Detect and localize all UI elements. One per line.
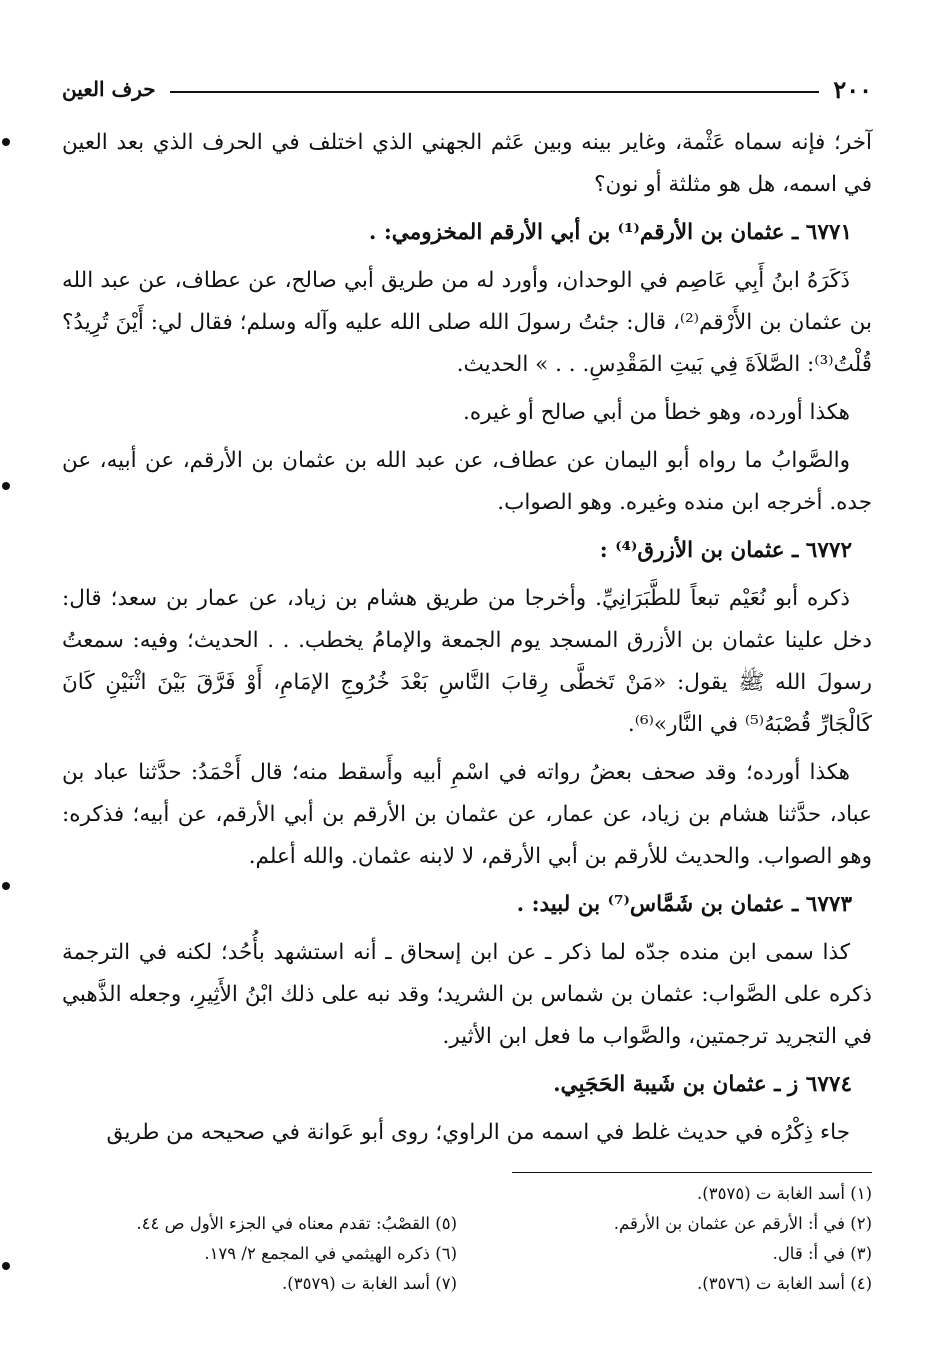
footnotes-left-column: [62, 1179, 457, 1299]
header-rule: [170, 91, 820, 93]
footnotes-right-column: [477, 1179, 872, 1299]
paragraph: ذَكَرَهُ ابنُ أَبِي عَاصِم في الوحدان، وأورد له من طريق أبي صالح، عن عطاف، عن عبد الله بن عثمان بن الأَرْقم⁽²⁾، قال: جئتُ رسولَ الله صلى الله عليه وآله وسلم؛ فقال لي: أَيْنَ تُرِيدُ؟ قُلْتُ⁽³⁾: الصَّلاَةَ فِي بَيتِ المَقْدِسِ. . . » الحديث.: [62, 268, 872, 377]
paragraph: هكذا أورده، وهو خطأ من أبي صالح أو غيره.: [462, 400, 850, 425]
footnote-rule: [512, 1172, 872, 1173]
margin-mark: [2, 1262, 10, 1270]
paragraph: والصَّوابُ ما رواه أبو اليمان عن عطاف، عن عبد الله بن عثمان بن الأرقم، عن أبيه، عن جده. أخرجه ابن منده وغيره. وهو الصواب.: [62, 448, 872, 515]
paragraph: آخر؛ فإنه سماه عَثْمة، وغاير بينه وبين عَثم الجهني الذي اختلف في الحرف الذي بعد العين في اسمه، هل هو مثلثة أو نون؟: [62, 130, 872, 197]
paragraph: كذا سمى ابن منده جدّه لما ذكر ـ عن ابن إسحاق ـ أنه استشهد بأُحُد؛ لكنه في الترجمة ذكره على الصَّواب: عثمان بن شماس بن الشريد؛ وقد نبه على ذلك ابْنُ الأَثِيرِ، وجعله الذَّهبي في التجريد ترجمتين، والصَّواب ما فعل ابن الأثير.: [62, 940, 872, 1049]
margin-mark: [2, 882, 10, 890]
chapter-title: حرف العين: [62, 77, 156, 101]
entry-title-6772: ٦٧٧٢ ـ عثمان بن الأزرق⁽⁴⁾ :: [599, 538, 852, 563]
entry-title-6774: ٦٧٧٤ ز ـ عثمان بن شَيبة الحَجَبِي.: [553, 1072, 852, 1097]
entry-title-6773: ٦٧٧٣ ـ عثمان بن شَمَّاس⁽⁷⁾ بن لبيد: .: [516, 892, 852, 917]
footnote: (٦) ذكره الهيثمي في المجمع ٢/ ١٧٩.: [204, 1244, 457, 1263]
paragraph: هكذا أورده؛ وقد صحف بعضُ رواته في اسْمِ أبيه وأَسقط منه؛ قال أَحْمَدُ: حدَّثنا عباد بن عباد، حدَّثنا هشام بن زياد، عن عمار، عن عثمان بن الأرقم بن أبي الأرقم، عن أبيه؛ فذكره: وهو الصواب. والحديث للأرقم بن أبي الأرقم، لا لابنه عثمان. والله أعلم.: [62, 760, 872, 869]
page-number: ٢٠٠: [833, 74, 872, 104]
footnote: (١) أسد الغابة ت (٣٥٧٥).: [697, 1184, 872, 1203]
margin-mark: [2, 138, 10, 146]
entry-title-6771: ٦٧٧١ ـ عثمان بن الأرقم⁽¹⁾ بن أبي الأرقم المخزومي: .: [368, 220, 852, 245]
main-text: [62, 122, 872, 1154]
footnote: (٥) القصْبُ: تقدم معناه في الجزء الأول ص ٤٤.: [136, 1214, 457, 1233]
footnotes: [62, 1179, 872, 1299]
margin-mark: [2, 482, 10, 490]
footnote: (٢) في أ: الأرقم عن عثمان بن الأرقم.: [613, 1214, 872, 1233]
book-page: [62, 72, 872, 1362]
footnote: (٣) في أ: قال.: [772, 1244, 872, 1263]
page-header: [62, 72, 872, 106]
footnote: (٧) أسد الغابة ت (٣٥٧٩).: [282, 1274, 457, 1293]
paragraph: ذكره أبو نُعَيْم تبعاً للطَّبَرَانِيِّ. وأخرجا من طريق هشام بن زياد، عن عمار بن سعد؛ قال: دخل علينا عثمان بن الأزرق المسجد يوم الجمعة والإمامُ يخطب. . . الحديث؛ وفيه: سمعتُ رسولَ الله ﷺ يقول: «مَنْ تَخطَّى رِقابَ النَّاسِ بَعْدَ خُرُوجِ الإمَامِ، أَوْ فَرَّقَ بَيْنَ اثْنَيْنِ كَانَ كَالْجَارِّ قُصْبَهُ⁽⁵⁾ في النَّار»⁽⁶⁾.: [62, 586, 872, 737]
paragraph: جاء ذِكْرُه في حديث غلط في اسمه من الراوي؛ روى أبو عَوانة في صحيحه من طريق: [106, 1120, 850, 1145]
footnote: (٤) أسد الغابة ت (٣٥٧٦).: [697, 1274, 872, 1293]
